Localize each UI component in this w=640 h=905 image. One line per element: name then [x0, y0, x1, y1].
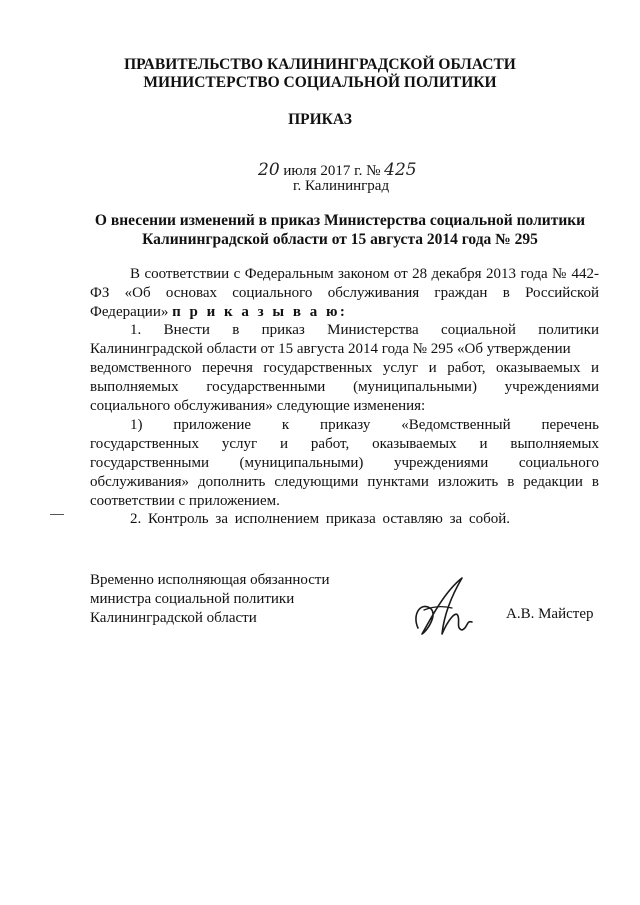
doc-day: 20 [258, 160, 280, 180]
doc-month-year: июля 2017 г. № [283, 163, 381, 179]
body-line: государственными (муниципальными) учреждениями социального [90, 455, 599, 471]
margin-mark [50, 514, 64, 515]
body-line: Калининградской области от 15 августа 2014 года № 295 «Об утверждении [90, 341, 571, 357]
body-line: 1) приложение к приказу «Ведомственный перечень [130, 417, 599, 433]
doc-number: 425 [384, 160, 417, 180]
signatory-position-line: министра социальной политики [90, 591, 295, 607]
subject-line2: Калининградской области от 15 августа 2014 года № 295 [142, 231, 538, 248]
doc-city: г. Калининград [293, 178, 390, 194]
doc-type: ПРИКАЗ [288, 111, 352, 128]
body-line: ФЗ «Об основах социального обслуживания граждан в Российской [90, 285, 599, 301]
body-line [90, 304, 599, 321]
signatory-position-line: Калининградской области [90, 610, 257, 626]
order-word: п р и к а з ы в а ю: [172, 304, 348, 320]
body-line: В соответствии с Федеральным законом от 28 декабря 2013 года № 442- [130, 266, 599, 282]
subject-line1: О внесении изменений в приказ Министерства социальной политики [94, 212, 586, 229]
doc-date [258, 160, 417, 180]
body-text: Федерации» [90, 304, 173, 320]
body-line: обслуживания» дополнить следующими пунктами изложить в редакции в [90, 474, 599, 490]
body-line: государственных услуг и работ, оказываемых и выполняемых [90, 436, 599, 452]
handwritten-signature [400, 570, 490, 645]
body-line: соответствии с приложением. [90, 493, 280, 509]
org-name: ПРАВИТЕЛЬСТВО КАЛИНИНГРАДСКОЙ ОБЛАСТИ [124, 56, 516, 73]
signatory-position-line: Временно исполняющая обязанности [90, 572, 330, 588]
body-line: 2. Контроль за исполнением приказа оставляю за собой. [130, 511, 511, 527]
body-line: выполняемых государственными (муниципальными) учреждениями [90, 379, 599, 395]
body-line: 1. Внести в приказ Министерства социальной политики [130, 322, 599, 338]
body-line: ведомственного перечня государственных услуг и работ, оказываемых и [90, 360, 599, 376]
body-line: социального обслуживания» следующие изменения: [90, 398, 426, 414]
signatory-name: А.В. Майстер [506, 606, 594, 622]
ministry-name: МИНИСТЕРСТВО СОЦИАЛЬНОЙ ПОЛИТИКИ [143, 74, 497, 91]
